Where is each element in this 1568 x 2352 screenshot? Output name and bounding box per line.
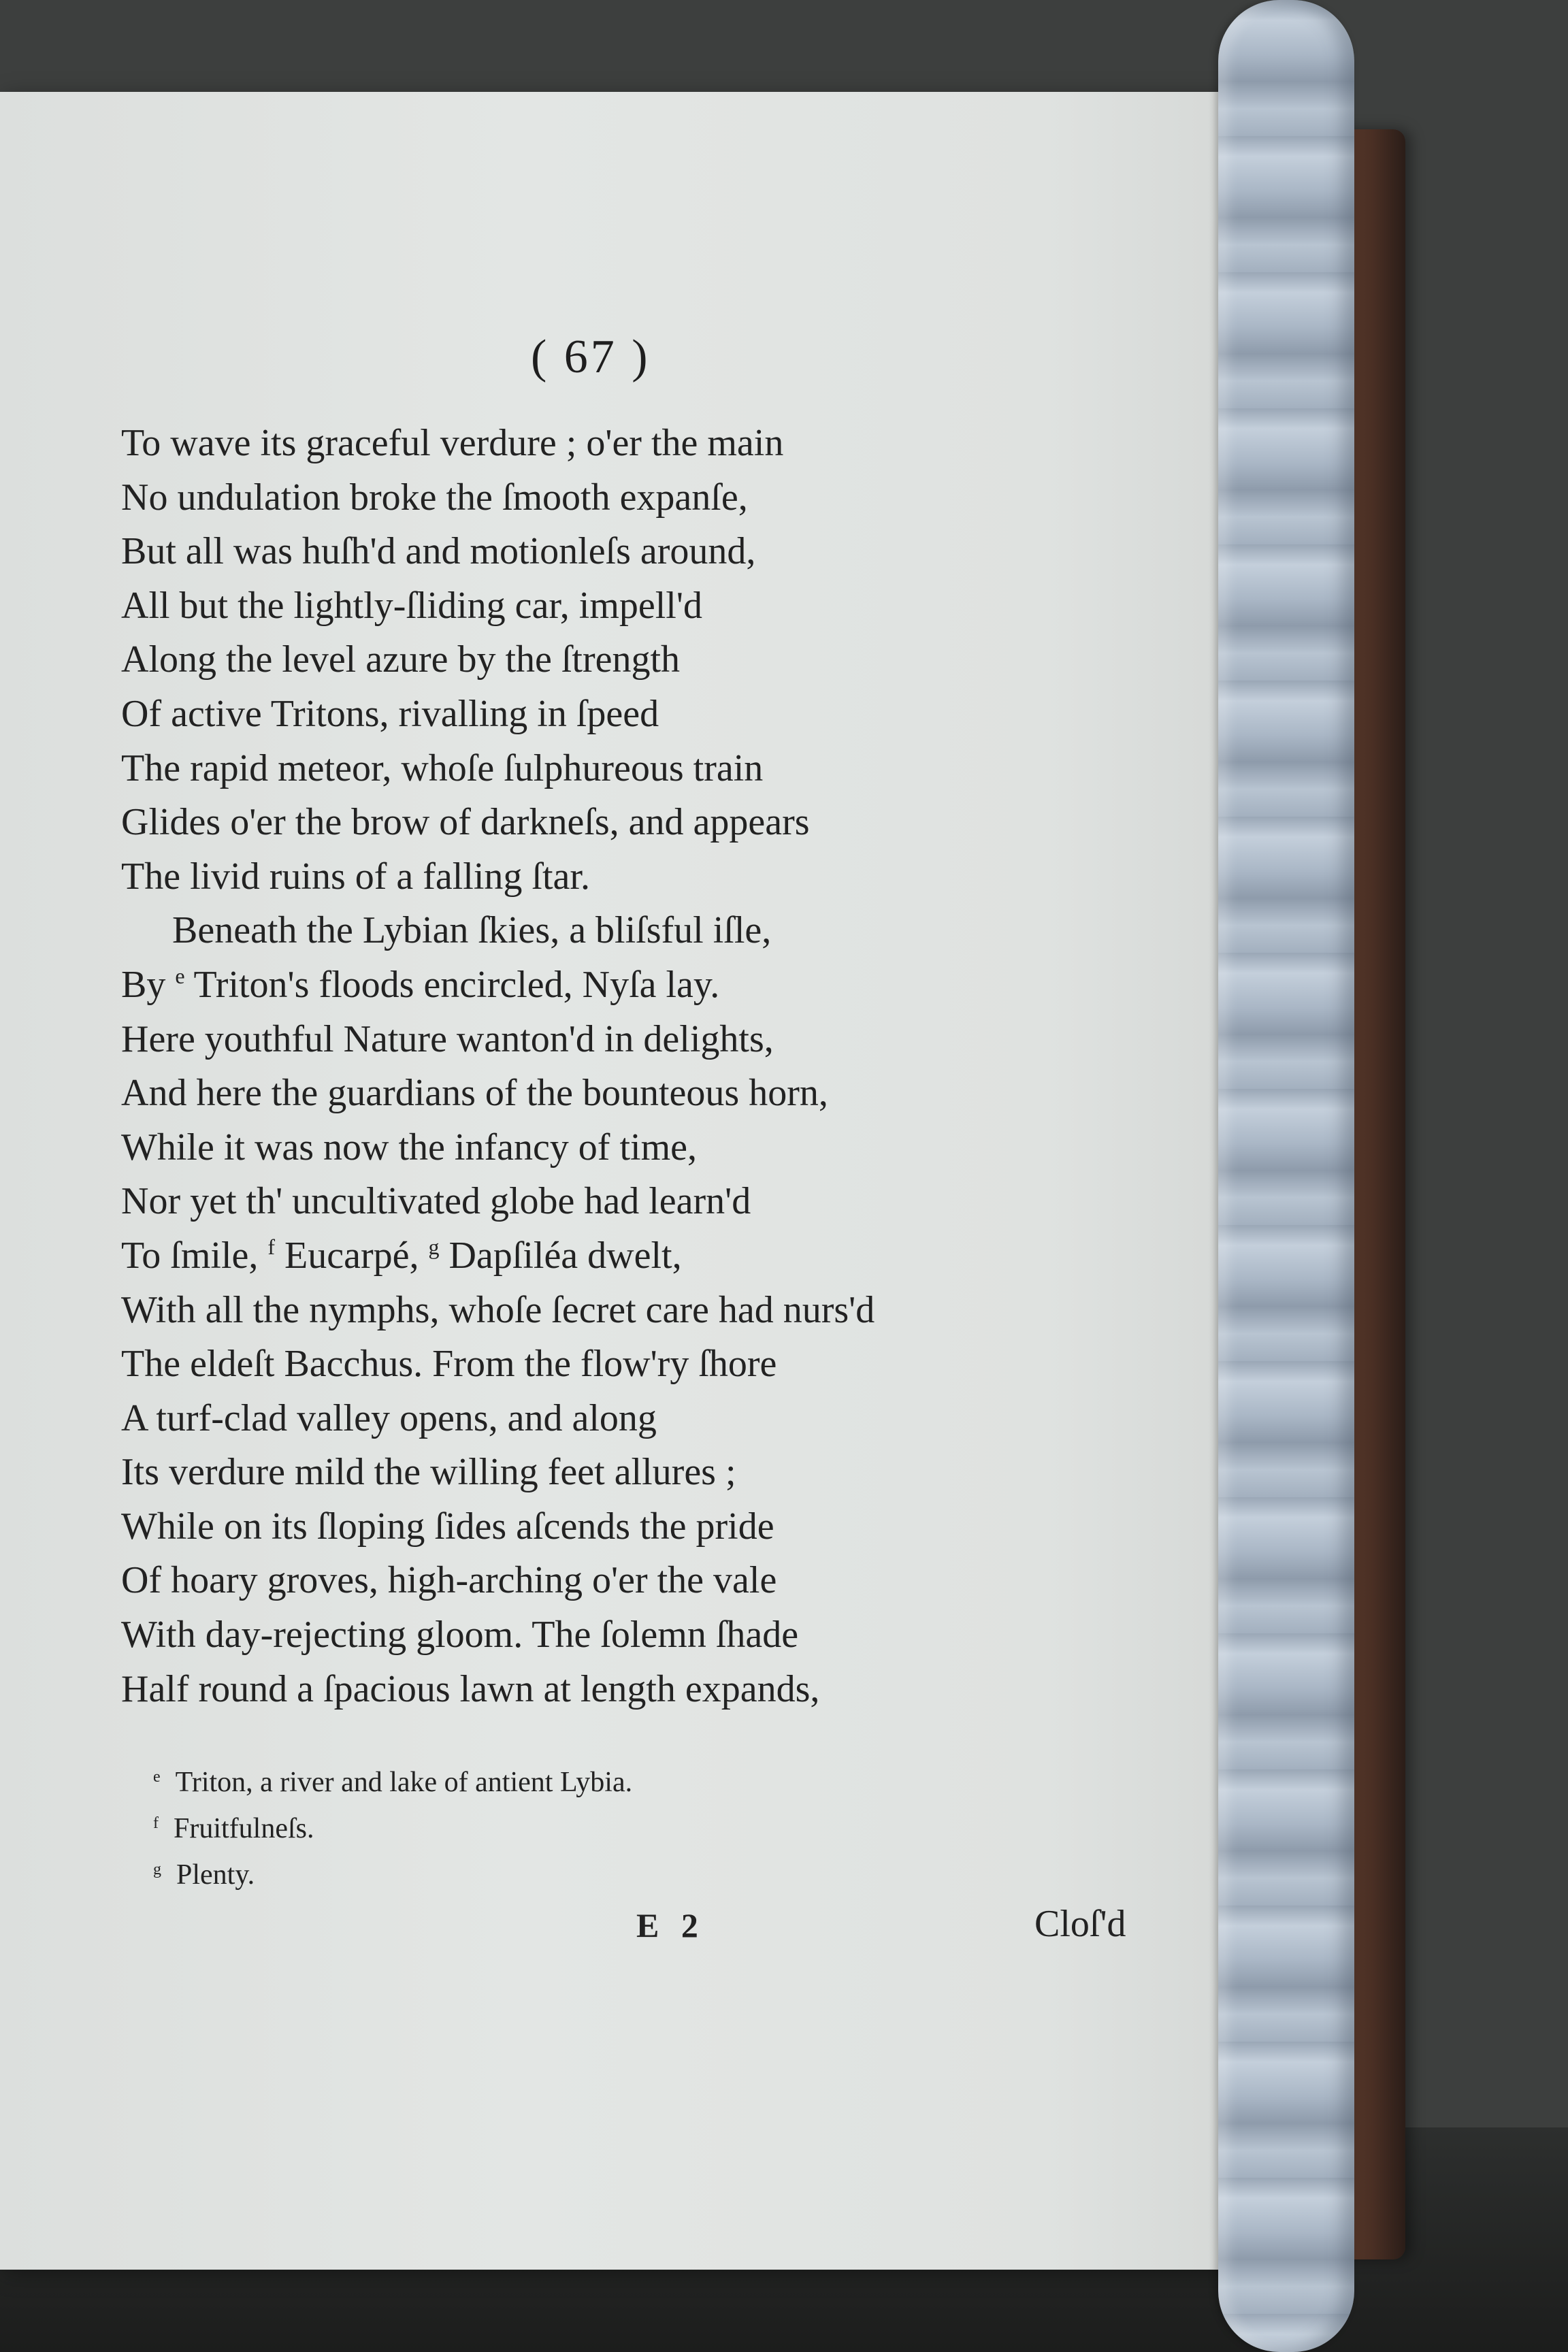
line-text: While it was now the infancy of time, (121, 1126, 697, 1169)
poem-line (121, 1066, 1210, 1121)
footnote-mark: g (428, 1234, 440, 1259)
footnote-mark: e (175, 963, 185, 988)
poem-line (121, 1500, 1210, 1554)
poem-line (121, 904, 1210, 958)
line-text: With day-rejecting gloom. The ſolemn ſhade (121, 1614, 799, 1656)
poem-line (121, 525, 1210, 579)
footnote (153, 1759, 632, 1806)
poem-line (121, 1121, 1210, 1175)
line-text: No undulation broke the ſmooth expanſe, (121, 476, 748, 519)
line-text: A turf-clad valley opens, and along (121, 1396, 657, 1439)
line-text: Here youthful Nature wanton'd in delights, (121, 1017, 774, 1060)
poem-line (121, 416, 1210, 471)
poem-line (121, 1663, 1210, 1717)
line-text: The livid ruins of a falling ſtar. (121, 855, 590, 898)
line-text: Its verdure mild the willing feet allures ; (121, 1451, 736, 1494)
poem-line (121, 796, 1210, 850)
poem-line (121, 1175, 1210, 1229)
poem-line (121, 471, 1210, 525)
poem-line (121, 742, 1210, 796)
page-number: ( 67 ) (531, 331, 651, 383)
poem-line (121, 1229, 1210, 1284)
line-text: But all was huſh'd and motionleſs around, (121, 530, 756, 573)
footnote-text: Plenty. (176, 1859, 255, 1891)
poem-line (121, 1554, 1210, 1608)
line-text: Half round a ſpacious lawn at length expands, (121, 1667, 820, 1710)
line-text: The eldeſt Bacchus. From the flow'ry ſhore (121, 1343, 777, 1386)
line-text: Of hoary groves, high-arching o'er the vale (121, 1559, 777, 1602)
footnote-mark: f (267, 1234, 276, 1259)
poem-line (121, 1392, 1210, 1446)
poem-line (121, 1284, 1210, 1338)
line-text: And here the guardians of the bounteous horn, (121, 1072, 828, 1115)
line-text: All but the lightly-ſliding car, impell'd (121, 584, 702, 627)
poem-line (121, 579, 1210, 634)
poem-line (121, 687, 1210, 742)
footnote-mark: e (153, 1768, 161, 1786)
poem-text (121, 416, 1210, 1716)
line-text: Nor yet th' uncultivated globe had learn'd (121, 1180, 751, 1223)
line-text: To wave its graceful verdure ; o'er the main (121, 422, 784, 464)
line-text: Eucarpé, (275, 1234, 429, 1277)
bookmark-ribbon[interactable] (1218, 0, 1354, 2352)
line-text: Along the level azure by the ſtrength (121, 638, 681, 681)
line-text: Triton's floods encircled, Nyſa lay. (184, 963, 720, 1006)
footnote-text: Triton, a river and lake of antient Lybia. (175, 1767, 633, 1798)
footnote-mark: g (153, 1861, 161, 1878)
line-text: Of active Tritons, rivalling in ſpeed (121, 692, 659, 735)
line-text: To ſmile, (121, 1234, 268, 1277)
line-text: With all the nymphs, whoſe ſecret care had nurs'd (121, 1288, 875, 1331)
poem-line (121, 850, 1210, 904)
footnote (153, 1852, 632, 1898)
footnote-mark: f (153, 1814, 159, 1832)
poem-line (121, 1013, 1210, 1067)
poem-line (121, 1608, 1210, 1663)
footnotes (153, 1759, 632, 1898)
poem-line (121, 1446, 1210, 1500)
footnote (153, 1806, 632, 1852)
printer-signature: E 2 (636, 1906, 705, 1944)
catchword: Cloſ'd (1034, 1903, 1126, 1945)
poem-line (121, 958, 1210, 1013)
line-text: Glides o'er the brow of darkneſs, and appears (121, 801, 810, 844)
poem-line (121, 633, 1210, 687)
footnote-text: Fruitfulneſs. (174, 1813, 314, 1844)
line-text: While on its ſloping ſides aſcends the pride (121, 1505, 774, 1548)
line-text: By (121, 963, 176, 1006)
line-text: The rapid meteor, whoſe ſulphureous train (121, 747, 764, 789)
line-text: Dapſiléa dwelt, (439, 1234, 682, 1277)
poem-line (121, 1337, 1210, 1392)
line-text: Beneath the Lybian ſkies, a bliſsful iſle, (172, 909, 772, 952)
